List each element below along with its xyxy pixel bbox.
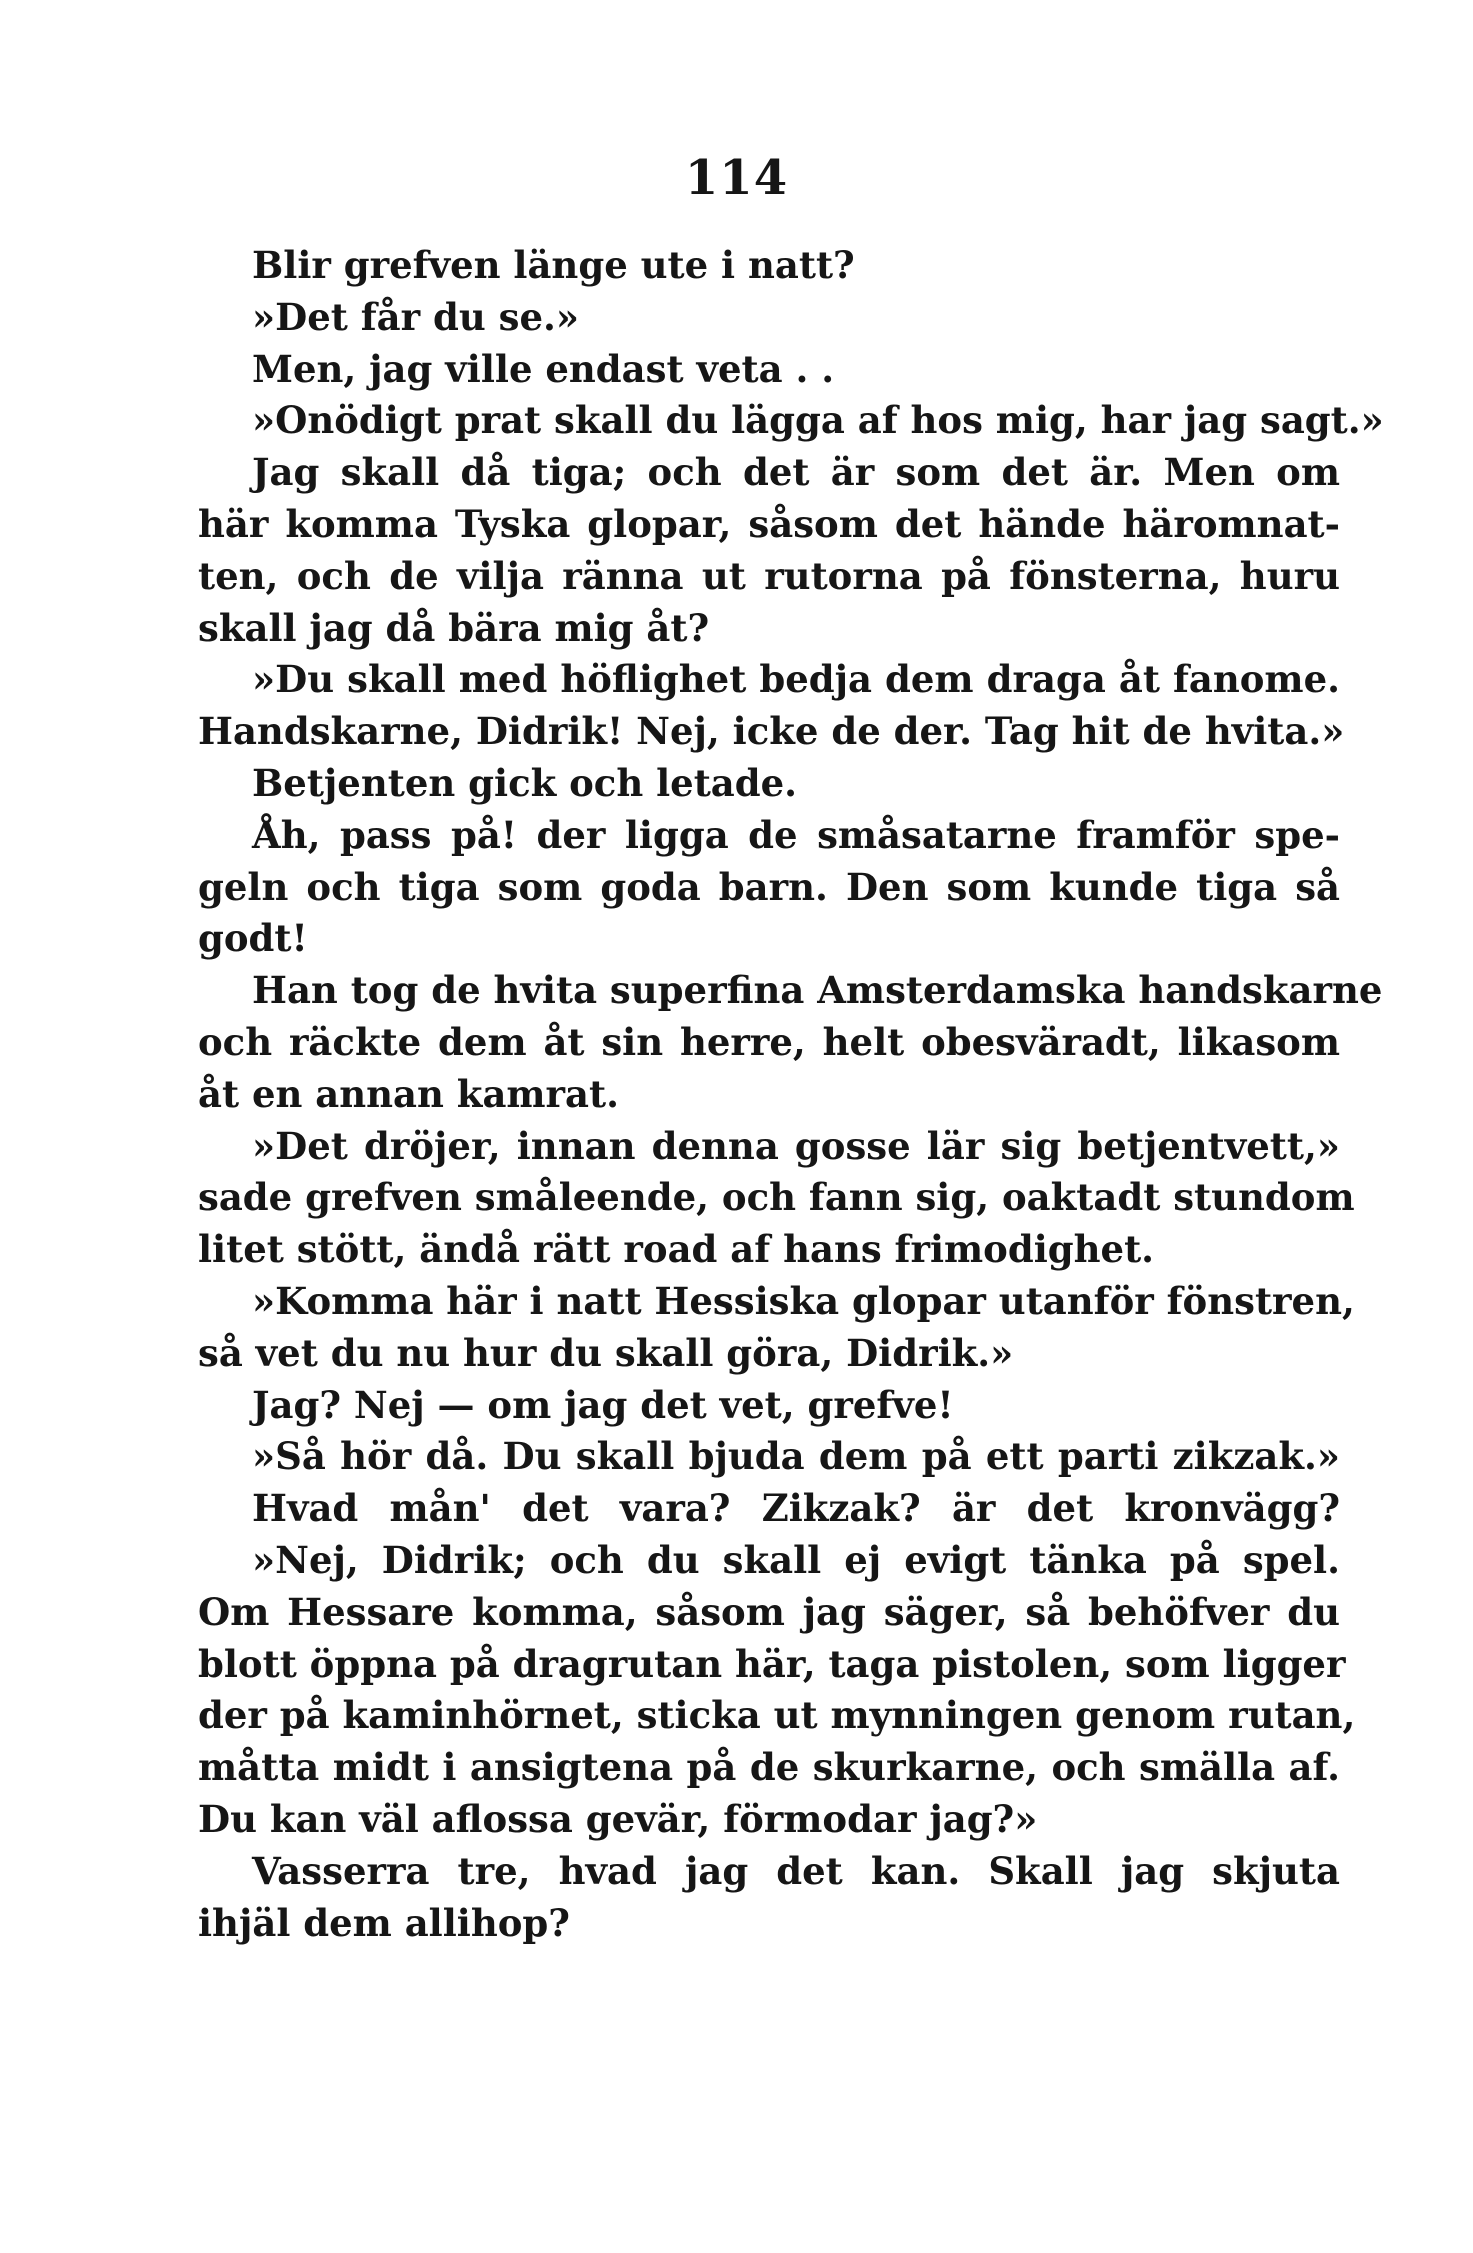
text-line: Betjenten gick och letade.	[252, 760, 798, 805]
text-line: Jag skall då tiga; och det är som det är. Men om	[252, 450, 1340, 495]
text-line: »Komma här i natt Hessiska glopar utanför fönstren,	[252, 1278, 1355, 1323]
text-line: Han tog de hvita superfina Amsterdamska handskarne	[252, 968, 1383, 1013]
body-text	[198, 240, 1384, 1949]
text-line: och räckte dem åt sin herre, helt obesväradt, likasom	[198, 1019, 1340, 1064]
text-line: Blir grefven länge ute i natt?	[252, 243, 855, 287]
text-line: Men, jag ville endast veta . .	[252, 346, 835, 391]
page-number: 114	[684, 150, 789, 206]
text-line: Vasserra tre, hvad jag det kan. Skall jag skjuta	[252, 1848, 1340, 1893]
text-line: åt en annan kamrat.	[198, 1071, 620, 1116]
text-line: blott öppna på dragrutan här, taga pistolen, som ligger	[198, 1641, 1346, 1686]
text-line: »Du skall med höflighet bedja dem draga åt fanome.	[252, 657, 1340, 702]
text-line: Du kan väl aflossa gevär, förmodar jag?»	[198, 1796, 1038, 1841]
text-line: der på kaminhörnet, sticka ut mynningen genom rutan,	[198, 1693, 1356, 1738]
text-line: geln och tiga som goda barn. Den som kunde tiga så	[198, 864, 1340, 909]
text-line: Jag? Nej — om jag det vet, grefve!	[252, 1382, 954, 1427]
text-line: »Onödigt prat skall du lägga af hos mig, har jag sagt.»	[252, 398, 1384, 443]
text-line: Om Hessare komma, såsom jag säger, så behöfver du	[198, 1589, 1340, 1634]
text-line: litet stött, ändå rätt road af hans frimodighet.	[198, 1227, 1155, 1272]
text-line: ten, och de vilja ränna ut rutorna på fönsterna, huru	[198, 553, 1340, 598]
text-line: Åh, pass på! der ligga de småsatarne framför spe-	[252, 812, 1340, 857]
text-line: »Nej, Didrik; och du skall ej evigt tänka på spel.	[252, 1537, 1340, 1582]
text-line: Hvad mån' det vara? Zikzak? är det kronvägg?	[252, 1486, 1340, 1531]
text-line: skall jag då bära mig åt?	[198, 605, 710, 650]
text-line: Handskarne, Didrik! Nej, icke de der. Tag hit de hvita.»	[198, 709, 1345, 754]
text-line: här komma Tyska glopar, såsom det hände häromnat-	[198, 501, 1340, 546]
text-line: »Så hör då. Du skall bjuda dem på ett parti zikzak.»	[252, 1434, 1340, 1479]
text-line: så vet du nu hur du skall göra, Didrik.»	[198, 1330, 1014, 1375]
text-line: godt!	[198, 916, 308, 961]
text-line: måtta midt i ansigtena på de skurkarne, och smälla af.	[198, 1745, 1340, 1790]
text-line: ihjäl dem allihop?	[198, 1900, 570, 1945]
text-line: sade grefven småleende, och fann sig, oaktadt stundom	[198, 1175, 1355, 1220]
text-line: »Det får du se.»	[252, 294, 580, 339]
text-line: »Det dröjer, innan denna gosse lär sig betjentvett,»	[252, 1123, 1340, 1168]
